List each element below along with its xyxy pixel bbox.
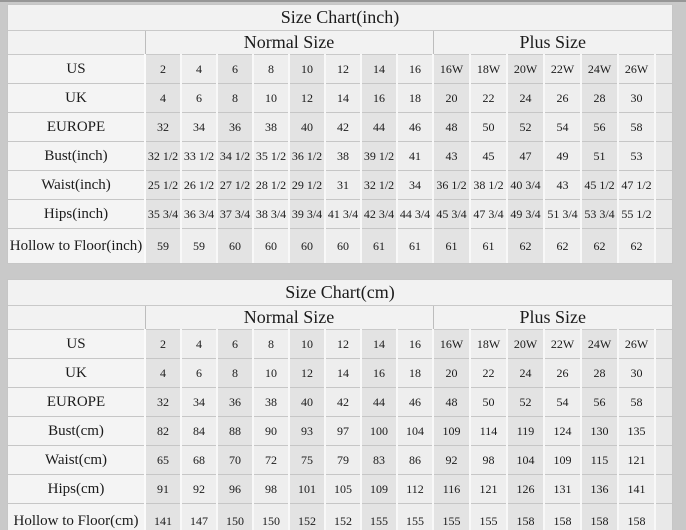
size-cell: 22W (544, 330, 581, 359)
size-cell: 28 (581, 84, 618, 113)
size-cell: 61 (361, 229, 397, 264)
size-cell: 51 (581, 142, 618, 171)
size-cell: 12 (325, 330, 361, 359)
size-cell: 37 3/4 (217, 200, 253, 229)
size-cell: 8 (253, 55, 289, 84)
inch-table (8, 5, 672, 263)
group-header-row (8, 31, 672, 55)
table-filler (655, 504, 672, 530)
size-cell: 40 (289, 113, 325, 142)
size-cell: 62 (618, 229, 655, 264)
size-cell: 55 1/2 (618, 200, 655, 229)
table-filler (655, 171, 672, 200)
size-cell: 40 (289, 388, 325, 417)
table-row (8, 504, 672, 530)
size-cell: 34 1/2 (217, 142, 253, 171)
normal-size-header: Normal Size (145, 306, 433, 330)
size-cell: 46 (397, 113, 433, 142)
size-cell: 50 (470, 113, 507, 142)
table-row (8, 113, 672, 142)
table-filler (655, 200, 672, 229)
size-cell: 155 (433, 504, 470, 530)
size-cell: 6 (217, 55, 253, 84)
size-cell: 6 (181, 84, 217, 113)
size-cell: 20 (433, 359, 470, 388)
size-cell: 92 (181, 475, 217, 504)
size-cell: 68 (181, 446, 217, 475)
size-cell: 60 (217, 229, 253, 264)
size-cell: 38 3/4 (253, 200, 289, 229)
size-cell: 155 (470, 504, 507, 530)
size-cell: 14 (361, 55, 397, 84)
size-cell: 93 (289, 417, 325, 446)
size-cell: 12 (289, 359, 325, 388)
size-cell: 30 (618, 84, 655, 113)
row-label: Hollow to Floor(cm) (8, 504, 145, 530)
size-cell: 96 (217, 475, 253, 504)
size-cell: 49 (544, 142, 581, 171)
size-cell: 158 (581, 504, 618, 530)
size-cell: 126 (507, 475, 544, 504)
table-title-row (8, 5, 672, 31)
cm-table-body (8, 330, 672, 530)
size-cell: 18W (470, 55, 507, 84)
table-row (8, 171, 672, 200)
size-cell: 40 3/4 (507, 171, 544, 200)
size-cell: 32 1/2 (361, 171, 397, 200)
table-row (8, 446, 672, 475)
size-cell: 84 (181, 417, 217, 446)
size-cell: 54 (544, 113, 581, 142)
size-cell: 16 (361, 359, 397, 388)
size-cell: 59 (145, 229, 181, 264)
inch-table-body (8, 55, 672, 264)
size-cell: 16 (397, 330, 433, 359)
corner-cell (8, 306, 145, 330)
size-cell: 44 (361, 113, 397, 142)
size-cell: 121 (618, 446, 655, 475)
size-cell: 49 3/4 (507, 200, 544, 229)
size-cell: 105 (325, 475, 361, 504)
size-cell: 45 1/2 (581, 171, 618, 200)
size-cell: 51 3/4 (544, 200, 581, 229)
table-row (8, 417, 672, 446)
table-filler (655, 330, 672, 359)
size-chart-inch-table (7, 4, 673, 264)
size-cell: 24W (581, 330, 618, 359)
size-cell: 46 (397, 388, 433, 417)
size-cell: 112 (397, 475, 433, 504)
size-cell: 2 (145, 330, 181, 359)
table-filler (655, 113, 672, 142)
size-cell: 44 (361, 388, 397, 417)
size-cell: 24 (507, 84, 544, 113)
size-cell: 58 (618, 388, 655, 417)
size-cell: 50 (470, 388, 507, 417)
size-cell: 101 (289, 475, 325, 504)
size-cell: 152 (325, 504, 361, 530)
size-cell: 90 (253, 417, 289, 446)
size-cell: 10 (253, 359, 289, 388)
row-label: UK (8, 84, 145, 113)
size-cell: 155 (397, 504, 433, 530)
size-cell: 4 (181, 330, 217, 359)
size-cell: 10 (289, 330, 325, 359)
table-row (8, 229, 672, 264)
size-cell: 26W (618, 330, 655, 359)
size-cell: 60 (253, 229, 289, 264)
size-cell: 62 (507, 229, 544, 264)
table-filler (655, 359, 672, 388)
size-cell: 36 1/2 (289, 142, 325, 171)
size-cell: 38 (253, 113, 289, 142)
table-title: Size Chart(cm) (8, 280, 672, 306)
size-cell: 56 (581, 388, 618, 417)
size-cell: 124 (544, 417, 581, 446)
size-cell: 43 (544, 171, 581, 200)
size-cell: 34 (181, 388, 217, 417)
size-cell: 39 3/4 (289, 200, 325, 229)
size-cell: 32 (145, 113, 181, 142)
table-title: Size Chart(inch) (8, 5, 672, 31)
table-row (8, 359, 672, 388)
size-cell: 58 (618, 113, 655, 142)
size-cell: 47 1/2 (618, 171, 655, 200)
table-row (8, 142, 672, 171)
size-cell: 48 (433, 388, 470, 417)
table-filler (655, 142, 672, 171)
size-cell: 115 (581, 446, 618, 475)
size-cell: 16W (433, 330, 470, 359)
size-cell: 34 (181, 113, 217, 142)
size-cell: 20 (433, 84, 470, 113)
size-cell: 10 (253, 84, 289, 113)
size-cell: 10 (289, 55, 325, 84)
size-cell: 42 (325, 113, 361, 142)
size-cell: 116 (433, 475, 470, 504)
size-cell: 29 1/2 (289, 171, 325, 200)
size-cell: 61 (470, 229, 507, 264)
size-cell: 92 (433, 446, 470, 475)
size-cell: 158 (618, 504, 655, 530)
size-cell: 16W (433, 55, 470, 84)
size-cell: 14 (325, 359, 361, 388)
size-cell: 14 (361, 330, 397, 359)
group-header-row (8, 306, 672, 330)
plus-size-header: Plus Size (433, 31, 672, 55)
size-cell: 12 (289, 84, 325, 113)
row-label: EUROPE (8, 388, 145, 417)
size-cell: 52 (507, 388, 544, 417)
row-label: Bust(cm) (8, 417, 145, 446)
size-cell: 86 (397, 446, 433, 475)
cm-table (8, 280, 672, 530)
size-cell: 26 1/2 (181, 171, 217, 200)
table-row (8, 388, 672, 417)
size-cell: 70 (217, 446, 253, 475)
size-cell: 22W (544, 55, 581, 84)
size-cell: 104 (507, 446, 544, 475)
size-cell: 52 (507, 113, 544, 142)
size-cell: 59 (181, 229, 217, 264)
size-cell: 61 (433, 229, 470, 264)
size-cell: 26W (618, 55, 655, 84)
size-cell: 4 (145, 359, 181, 388)
size-cell: 18W (470, 330, 507, 359)
size-cell: 35 3/4 (145, 200, 181, 229)
size-cell: 150 (217, 504, 253, 530)
size-cell: 28 1/2 (253, 171, 289, 200)
size-cell: 121 (470, 475, 507, 504)
size-cell: 88 (217, 417, 253, 446)
table-filler (655, 446, 672, 475)
size-cell: 18 (397, 359, 433, 388)
table-filler (655, 55, 672, 84)
size-cell: 141 (618, 475, 655, 504)
size-cell: 27 1/2 (217, 171, 253, 200)
table-row (8, 330, 672, 359)
size-cell: 147 (181, 504, 217, 530)
size-cell: 98 (253, 475, 289, 504)
size-cell: 8 (217, 359, 253, 388)
size-cell: 62 (544, 229, 581, 264)
row-label: Hollow to Floor(inch) (8, 229, 145, 264)
size-cell: 36 (217, 388, 253, 417)
size-cell: 16 (361, 84, 397, 113)
corner-cell (8, 31, 145, 55)
size-cell: 38 (253, 388, 289, 417)
size-cell: 39 1/2 (361, 142, 397, 171)
size-cell: 109 (433, 417, 470, 446)
size-cell: 22 (470, 84, 507, 113)
size-cell: 36 3/4 (181, 200, 217, 229)
row-label: Waist(cm) (8, 446, 145, 475)
size-cell: 158 (544, 504, 581, 530)
size-cell: 53 (618, 142, 655, 171)
size-cell: 28 (581, 359, 618, 388)
size-cell: 35 1/2 (253, 142, 289, 171)
size-cell: 130 (581, 417, 618, 446)
plus-size-header: Plus Size (433, 306, 672, 330)
size-cell: 45 (470, 142, 507, 171)
size-cell: 109 (544, 446, 581, 475)
row-label: Hips(inch) (8, 200, 145, 229)
size-cell: 20W (507, 330, 544, 359)
size-cell: 41 3/4 (325, 200, 361, 229)
size-cell: 152 (289, 504, 325, 530)
size-cell: 141 (145, 504, 181, 530)
size-cell: 47 (507, 142, 544, 171)
size-cell: 97 (325, 417, 361, 446)
table-row (8, 200, 672, 229)
size-cell: 75 (289, 446, 325, 475)
size-cell: 6 (217, 330, 253, 359)
size-cell: 54 (544, 388, 581, 417)
table-filler (655, 475, 672, 504)
size-cell: 4 (181, 55, 217, 84)
size-chart-cm-table (7, 279, 673, 530)
size-cell: 98 (470, 446, 507, 475)
size-cell: 44 3/4 (397, 200, 433, 229)
table-filler (655, 229, 672, 264)
size-cell: 109 (361, 475, 397, 504)
size-cell: 136 (581, 475, 618, 504)
size-cell: 2 (145, 55, 181, 84)
size-cell: 31 (325, 171, 361, 200)
row-label: US (8, 330, 145, 359)
size-cell: 62 (581, 229, 618, 264)
size-cell: 61 (397, 229, 433, 264)
row-label: US (8, 55, 145, 84)
size-cell: 22 (470, 359, 507, 388)
size-cell: 16 (397, 55, 433, 84)
size-cell: 24W (581, 55, 618, 84)
size-cell: 26 (544, 84, 581, 113)
size-cell: 24 (507, 359, 544, 388)
size-cell: 33 1/2 (181, 142, 217, 171)
size-cell: 60 (325, 229, 361, 264)
size-cell: 6 (181, 359, 217, 388)
row-label: Bust(inch) (8, 142, 145, 171)
row-label: Hips(cm) (8, 475, 145, 504)
size-cell: 42 (325, 388, 361, 417)
size-cell: 114 (470, 417, 507, 446)
size-cell: 65 (145, 446, 181, 475)
size-cell: 56 (581, 113, 618, 142)
size-cell: 14 (325, 84, 361, 113)
size-cell: 72 (253, 446, 289, 475)
size-cell: 119 (507, 417, 544, 446)
size-cell: 79 (325, 446, 361, 475)
table-row (8, 475, 672, 504)
size-cell: 53 3/4 (581, 200, 618, 229)
size-cell: 36 (217, 113, 253, 142)
size-cell: 38 1/2 (470, 171, 507, 200)
size-cell: 135 (618, 417, 655, 446)
size-cell: 18 (397, 84, 433, 113)
size-cell: 41 (397, 142, 433, 171)
size-cell: 4 (145, 84, 181, 113)
size-cell: 48 (433, 113, 470, 142)
size-cell: 150 (253, 504, 289, 530)
size-cell: 104 (397, 417, 433, 446)
size-cell: 32 1/2 (145, 142, 181, 171)
normal-size-header: Normal Size (145, 31, 433, 55)
size-cell: 30 (618, 359, 655, 388)
size-cell: 131 (544, 475, 581, 504)
size-cell: 38 (325, 142, 361, 171)
size-cell: 83 (361, 446, 397, 475)
table-filler (655, 417, 672, 446)
table-title-row (8, 280, 672, 306)
size-cell: 158 (507, 504, 544, 530)
size-cell: 36 1/2 (433, 171, 470, 200)
size-cell: 43 (433, 142, 470, 171)
size-cell: 8 (217, 84, 253, 113)
size-cell: 20W (507, 55, 544, 84)
size-cell: 42 3/4 (361, 200, 397, 229)
size-cell: 45 3/4 (433, 200, 470, 229)
row-label: UK (8, 359, 145, 388)
size-cell: 12 (325, 55, 361, 84)
table-filler (655, 84, 672, 113)
table-filler (655, 388, 672, 417)
size-cell: 155 (361, 504, 397, 530)
row-label: Waist(inch) (8, 171, 145, 200)
row-label: EUROPE (8, 113, 145, 142)
size-cell: 26 (544, 359, 581, 388)
size-cell: 25 1/2 (145, 171, 181, 200)
size-cell: 82 (145, 417, 181, 446)
size-cell: 32 (145, 388, 181, 417)
size-cell: 100 (361, 417, 397, 446)
table-row (8, 84, 672, 113)
size-cell: 8 (253, 330, 289, 359)
size-cell: 60 (289, 229, 325, 264)
size-cell: 91 (145, 475, 181, 504)
size-cell: 34 (397, 171, 433, 200)
size-cell: 47 3/4 (470, 200, 507, 229)
table-row (8, 55, 672, 84)
